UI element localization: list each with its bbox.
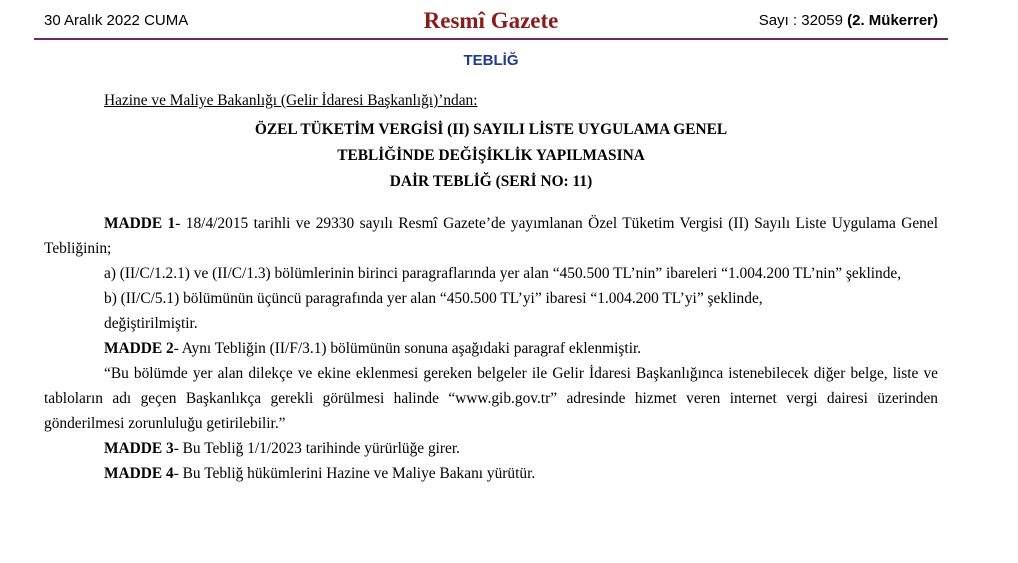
article-2 xyxy=(44,336,938,361)
issue-number xyxy=(759,12,938,29)
article-2-quote: “Bu bölümde yer alan dilekçe ve ekine eklenmesi gereken belgeler ile Gelir İdaresi Başkanlığınca istenebilecek diğer belge, liste ve tabloların adı geçen Başkanlıkça gerekli görülmesi halinde “www.gib.gov.tr” adresinde hizmet veren internet vergi dairesi üzerinden gönderilmesi zorunluluğu getirilebilir.” xyxy=(44,365,938,432)
article-1-closing: değiştirilmiştir. xyxy=(104,315,198,332)
document-title-line-3: DAİR TEBLİĞ (SERİ NO: 11) xyxy=(389,173,593,190)
article-3-label: MADDE 3 xyxy=(104,440,174,457)
article-1-item-b: b) (II/C/5.1) bölümünün üçüncü paragrafında yer alan “450.500 TL’yi” ibaresi “1.004.200 TL’yi” şeklinde, xyxy=(104,290,763,307)
article-1-item-a: a) (II/C/1.2.1) ve (II/C/1.3) bölümlerinin birinci paragraflarında yer alan “450.500 TL’nin” ibareleri “1.004.200 TL’nin” şeklinde, xyxy=(104,265,902,282)
article-2-text: - Aynı Tebliğin (II/F/3.1) bölümünün sonuna aşağıdaki paragraf eklenmiştir. xyxy=(173,340,642,357)
article-4-text: - Bu Tebliğ hükümlerini Hazine ve Maliye Bakanı yürütür. xyxy=(173,465,536,482)
article-3 xyxy=(44,436,938,461)
document-title-line-1: ÖZEL TÜKETİM VERGİSİ (II) SAYILI LİSTE UYGULAMA GENEL xyxy=(254,121,728,138)
article-3-text: - Bu Tebliğ 1/1/2023 tarihinde yürürlüğe girer. xyxy=(173,440,460,457)
gazette-title: Resmî Gazete xyxy=(423,8,559,33)
issue-number-text: Sayı : 32059 xyxy=(758,12,848,29)
issuing-authority: Hazine ve Maliye Bakanlığı (Gelir İdaresi Başkanlığı)’ndan: xyxy=(104,92,478,109)
article-1-text: - 18/4/2015 tarihli ve 29330 sayılı Resmî Gazete’de yayımlanan Özel Tüketim Vergisi (II) Sayılı Liste Uygulama Genel Tebliğinin; xyxy=(44,215,938,257)
article-2-label: MADDE 2 xyxy=(104,340,174,357)
issue-date: 30 Aralık 2022 CUMA xyxy=(44,12,189,29)
document-title-line-2: TEBLİĞİNDE DEĞİŞİKLİK YAPILMASINA xyxy=(337,147,645,164)
issue-supplement: (2. Mükerrer) xyxy=(847,12,938,29)
article-1 xyxy=(44,211,938,261)
article-4-label: MADDE 4 xyxy=(104,465,174,482)
gazette-header xyxy=(34,6,948,40)
article-4 xyxy=(44,461,938,486)
article-1-label: MADDE 1 xyxy=(104,215,176,232)
section-title: TEBLİĞ xyxy=(463,52,519,69)
document-body xyxy=(44,88,938,486)
document-title xyxy=(44,117,938,195)
